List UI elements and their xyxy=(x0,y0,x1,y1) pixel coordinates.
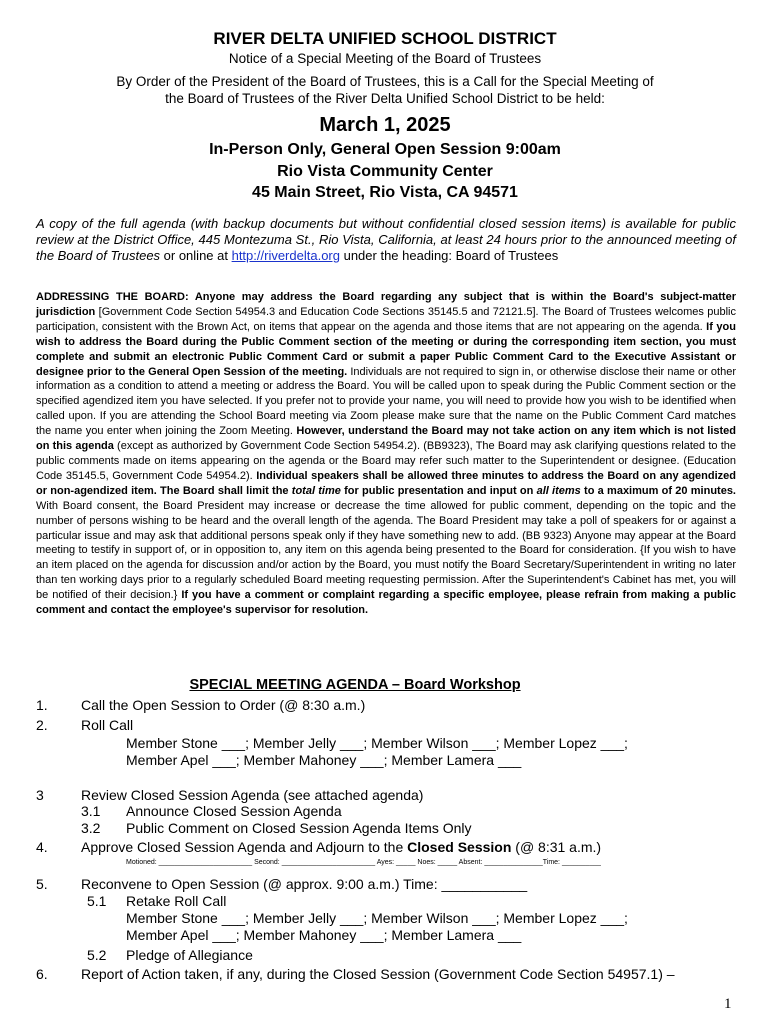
page-number: 1 xyxy=(724,996,732,1012)
item-3-1-number: 3.1 xyxy=(81,803,101,819)
addressing-text-4: With Board consent, the Board President may increase or decrease the time allowed for public comment, depending on the topic and the number of persons wishing to be heard and the overall length of the agenda. The Board President may take a poll of speakers for or against a particular issue and may ask that additional persons speak only if they have something new to add. (BB 9323) Anyone may appear at the Board meeting to testify in support of, or in opposition to, any item on this agenda being presented to the Board for consideration. {If you wish to have an item placed on the agenda for discussion and/or action by the Board, you must notify the Board Secretary/Superintendent in writing no later than ten working days prior to a regularly scheduled Board meeting requesting permission. After the Superintendent's Cabinet has met, you will be notified of their decision.} xyxy=(36,499,736,602)
agenda-title: SPECIAL MEETING AGENDA – Board Workshop xyxy=(189,677,521,693)
addressing-text-2: Individuals are not required to sign in, or otherwise disclose their name or other information as a condition to attend a meeting or address the Board. You will be called upon to speak during the Public Comment section or the specified agendized item you have selected. If you prefer not to provide your name, you will need to provide how you wish to be identified when called upon. If you are attending the School Board meeting via Zoom please make sure that the name on the Public Comment Card matches the name you enter when joining the Zoom Meeting. xyxy=(36,365,736,438)
item-5-text: Reconvene to Open Session (@ approx. 9:00 a.m.) Time: ___________ xyxy=(81,876,528,892)
item-3-number: 3 xyxy=(36,787,44,803)
addressing-bold-4: for public presentation and input on xyxy=(340,484,537,497)
item-1-number: 1. xyxy=(36,697,48,713)
addressing-bold-3: Individual speakers shall be allowed three minutes to address the Board on any agendized or non-agendized item. The Board shall limit the xyxy=(36,469,736,497)
addressing-the-board-paragraph xyxy=(36,290,736,618)
item-4-number: 4. xyxy=(36,839,48,855)
vote-record-line: Motioned: ________________________ Second: ________________________ Ayes: _____ Noes: _____ Absent: _______________Time: __________ xyxy=(126,859,601,866)
addressing-heading: ADDRESSING THE BOARD: Anyone may address the Board regarding any subject that is within the Board's subject-matter jurisdiction xyxy=(36,291,736,318)
item-4-text-c: (@ 8:31 a.m.) xyxy=(511,839,602,855)
addressing-bold-6: If you have a comment or complaint regarding a specific employee, please refrain from making a public comment and contact the employee's supervisor for resolution. xyxy=(36,589,736,617)
order-text xyxy=(0,73,770,107)
addressing-all-items: all items xyxy=(536,484,581,497)
item-4-text-a: Approve Closed Session Agenda and Adjourn to the xyxy=(81,839,408,855)
agenda-availability-notice xyxy=(36,216,736,264)
item-3-1-text: Announce Closed Session Agenda xyxy=(126,803,342,819)
meeting-address: 45 Main Street, Rio Vista, CA 94571 xyxy=(252,184,518,201)
item-5-2-text: Pledge of Allegiance xyxy=(126,947,253,963)
item-5-1-text: Retake Roll Call xyxy=(126,893,227,909)
roll-call-2-line-2: Member Apel ___; Member Mahoney ___; Member Lamera ___ xyxy=(126,927,522,943)
item-1-text: Call the Open Session to Order (@ 8:30 a.m.) xyxy=(81,697,366,713)
addressing-text-1: [Government Code Section 54954.3 and Education Code Sections 35145.5 and 72121.5]. The Board of Trustees welcomes public participation, consistent with the Brown Act, on items that appear on the agenda and those items that are not appearing on the agenda. xyxy=(36,305,736,333)
order-line-2: the Board of Trustees of the River Delta Unified School District to be held: xyxy=(165,91,605,106)
item-5-2-number: 5.2 xyxy=(87,947,107,963)
item-4-closed-session: Closed Session xyxy=(407,839,512,855)
item-6-number: 6. xyxy=(36,966,48,982)
copy-text: A copy of the full agenda (with backup documents but without confidential closed session items) is available for public review at the District Office, 445 Montezuma St., Rio Vista, California, at least 24 hours prior to the announced meeting of the Board of Trustees xyxy=(36,216,736,263)
item-2-number: 2. xyxy=(36,717,48,733)
item-4-text xyxy=(81,839,601,855)
district-website-link[interactable]: http://riverdelta.org xyxy=(231,248,340,263)
item-3-2-text: Public Comment on Closed Session Agenda Items Only xyxy=(126,820,472,836)
roll-call-2-line-1: Member Stone ___; Member Jelly ___; Member Wilson ___; Member Lopez ___; xyxy=(126,910,628,926)
meeting-date: March 1, 2025 xyxy=(319,114,451,136)
item-2-text: Roll Call xyxy=(81,717,134,733)
copy-or-online: or online at xyxy=(160,248,232,263)
notice-subtitle: Notice of a Special Meeting of the Board of Trustees xyxy=(228,51,542,66)
district-title: RIVER DELTA UNIFIED SCHOOL DISTRICT xyxy=(213,29,557,48)
roll-call-line-2: Member Apel ___; Member Mahoney ___; Member Lamera ___ xyxy=(126,752,522,768)
addressing-total-time: total time xyxy=(291,484,341,497)
item-6-text: Report of Action taken, if any, during the Closed Session (Government Code Section 54957.1) – xyxy=(81,966,675,982)
order-line-1: By Order of the President of the Board of Trustees, this is a Call for the Special Meeting of xyxy=(116,74,654,89)
meeting-venue: Rio Vista Community Center xyxy=(277,162,493,180)
item-3-2-number: 3.2 xyxy=(81,820,101,836)
item-5-number: 5. xyxy=(36,876,48,892)
copy-heading: under the heading: Board of Trustees xyxy=(339,248,559,263)
meeting-session: In-Person Only, General Open Session 9:00am xyxy=(209,141,561,158)
item-3-text: Review Closed Session Agenda (see attached agenda) xyxy=(81,787,424,803)
item-5-1-number: 5.1 xyxy=(87,893,107,909)
addressing-text-3: (except as authorized by Government Code Section 54954.2). (BB9323), The Board may ask clarifying questions related to the public comments made on items appearing on the agenda or the Board may refer such matter to the Superintendent or designee. (Education Code 35145.5, Government Code 54954.2). xyxy=(36,440,736,482)
roll-call-line-1: Member Stone ___; Member Jelly ___; Member Wilson ___; Member Lopez ___; xyxy=(126,735,628,751)
addressing-bold-5: to a maximum of 20 minutes. xyxy=(580,484,736,497)
meeting-details xyxy=(0,139,770,204)
addressing-bold-1: If you wish to address the Board during the Public Comment section of the meeting or during the corresponding item section, you must complete and submit an electronic Public Comment Card or submit a paper Public Comment Card to the Executive Assistant or designee prior to the General Open Session of the meeting. xyxy=(36,320,736,378)
addressing-bold-2: However, understand the Board may not take action on any item which is not listed on this agenda xyxy=(36,425,736,453)
